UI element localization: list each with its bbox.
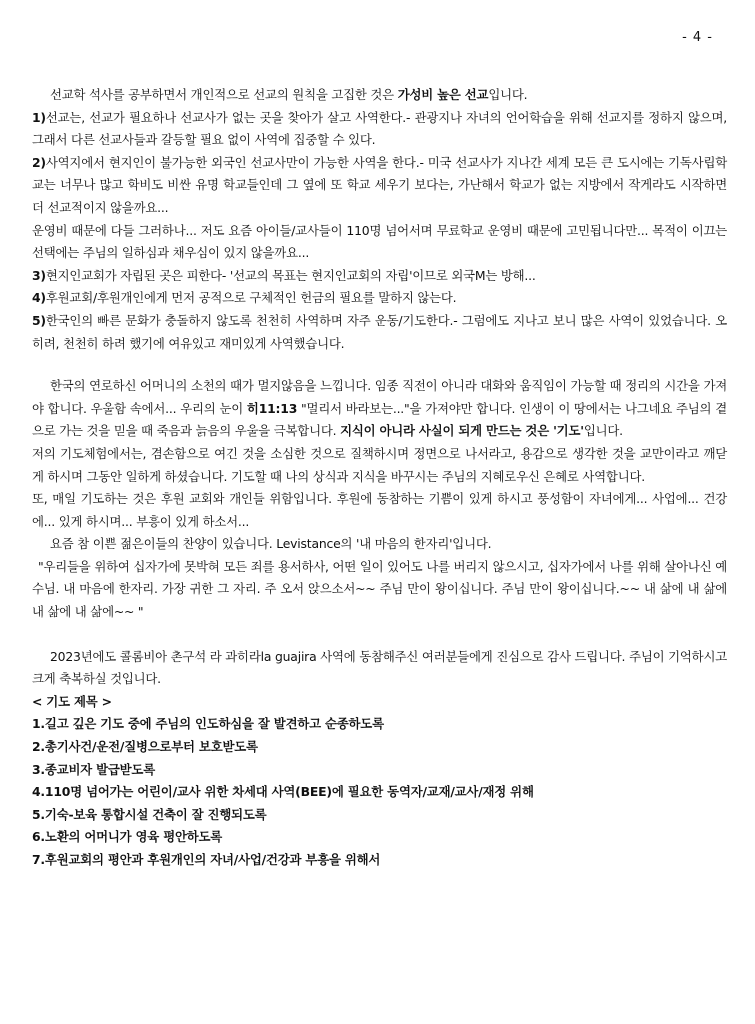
- prayer-item: 3.종교비자 발급받도록: [32, 761, 155, 777]
- bible-verse: 히11:13: [246, 400, 298, 416]
- prayer-item: 1.길고 깊은 기도 중에 주님의 인도하심을 잘 발견하고 순종하도록: [32, 716, 384, 732]
- principle-number: 4): [32, 290, 46, 306]
- letter-body: [32, 84, 727, 872]
- song-lyrics: "우리들을 위하여 십자가에 못박혀 모든 죄를 용서하사, 어떤 일이 있어도 나를 버리지 않으시고, 십자가에서 나를 위해 살아나신 예수님. 내 마음에 한자리. 가장 귀한 그 자리. 주 오서 앉으소서~~ 주님 만이 왕이십니다. 주님 만이 왕이십니다.~~ 내 삶에 내 삶에 내 삶에 내 삶에~~ ": [32, 558, 727, 620]
- principle-4: [32, 287, 727, 310]
- prayer-list: [32, 713, 727, 871]
- daily-prayer: 또, 매일 기도하는 것은 후원 교회와 개인들 위함입니다. 후원에 동참하는 기쁨이 있게 하시고 풍성함이 자녀에게... 사업에... 건강에... 있게 하시며... 부흥이 있게 하소서...: [32, 491, 727, 529]
- principle-text: 선교는, 선교가 필요하나 선교사가 없는 곳을 찾아가 살고 사역한다.- 관광지나 자녀의 언어학습을 위해 선교지를 정하지 않으며, 그래서 다른 선교사들과 갈등할 필요 없이 사역에 집중할 수 있다.: [32, 109, 727, 148]
- intro-paragraph: [32, 84, 727, 107]
- principle-number: 5): [32, 312, 46, 328]
- song-intro: 요즘 참 이쁜 젊은이들의 찬양이 있습니다. Levistance의 '내 마음의 한자리'입니다.: [50, 536, 492, 552]
- prayer-item: 2.총기사건/운전/질병으로부터 보호받도록: [32, 739, 258, 755]
- mother-text: 한국의 연로하신 어머니의 소천의 때가 멀지않음을 느낍니다. 임종 직전이 아니라 대화와 움직임이 가능할 때 정리의 시간을 가져야 합니다. 우울함 속에서... 우리의 눈이: [32, 378, 727, 416]
- principle-1: [32, 107, 727, 152]
- prayer-item: 6.노환의 어머니가 영육 평안하도록: [32, 829, 223, 845]
- thanks-paragraph: 2023년에도 콜롬비아 촌구석 라 과히라la guajira 사역에 동참해주신 여러분들에게 진심으로 감사 드립니다. 주님이 기억하시고 크게 축복하실 것입니다.: [32, 648, 727, 687]
- intro-text: 선교학 석사를 공부하면서 개인적으로 선교의 원칙을 고집한 것은: [50, 87, 398, 102]
- prayer-emphasis: 지식이 아니라 사실이 되게 만드는 것은 '기도': [340, 423, 584, 439]
- mother-text-end: 입니다.: [583, 423, 623, 439]
- principle-text: 사역지에서 현지인이 불가능한 외국인 선교사만이 가능한 사역을 한다.- 미국 선교사가 지나간 세계 모든 큰 도시에는 기독사립학교는 너무나 많고 학비도 비싼 유명 학교들인데 그 옆에 또 학교 세우기 보다는, 가난해서 학교가 없는 지방에서 작게라도 시작하면 더 선교적이지 않을까요...: [32, 154, 727, 215]
- intro-emphasis: 가성비 높은 선교: [397, 87, 489, 102]
- prayer-list-title: < 기도 제목 >: [32, 693, 112, 709]
- principle-5: [32, 310, 727, 355]
- principle-text: 후원교회/후원개인에게 먼저 공적으로 구체적인 헌금의 필요를 말하지 않는다.: [45, 290, 457, 306]
- prayer-item: 7.후원교회의 평안과 후원개인의 자녀/사업/건강과 부흥을 위해서: [32, 852, 381, 867]
- intro-end: 입니다.: [488, 87, 528, 102]
- principle-text: 한국인의 빠른 문화가 충돌하지 않도록 천천히 사역하며 자주 운동/기도한다.- 그럼에도 지나고 보니 많은 사역이 있었습니다. 오히려, 천천히 하려 했기에 여유있고 재미있게 사역했습니다.: [32, 312, 727, 351]
- prayer-item: 4.110명 넘어가는 어린이/교사 위한 차세대 사역(BEE)에 필요한 동역자/교재/교사/재정 위해: [32, 784, 534, 800]
- prayer-experience: 저의 기도체험에서는, 겸손함으로 여긴 것을 소심한 것으로 질책하시며 정면으로 나서라고, 용감으로 생각한 것을 교만이라고 깨닫게 하시며 그동안 일하게 하셨습니다. 기도할 때 나의 상식과 지식을 바꾸시는 주님의 지혜로우신 은혜로 사역합니다.: [32, 445, 727, 484]
- principle-number: 3): [32, 267, 46, 283]
- prayer-item: 5.기숙-보육 통합시설 건축이 잘 진행되도록: [32, 806, 267, 822]
- principle-3: [32, 265, 727, 288]
- principle-text: 현지인교회가 자립된 곳은 피한다- '선교의 목표는 현지인교회의 자립'이므로 외국M는 방해...: [45, 267, 536, 283]
- mother-paragraph: [32, 375, 727, 443]
- principle-2: [32, 152, 727, 220]
- principle-number: 2): [32, 154, 46, 170]
- spacer: [32, 624, 727, 646]
- spacer: [32, 355, 727, 375]
- page-number: - 4 -: [682, 30, 713, 45]
- principle-2-continued: 운영비 때문에 다들 그러하나... 저도 요즘 아이들/교사들이 110명 넘어서며 무료학교 운영비 때문에 고민됩니다만... 목적이 이끄는 선택에는 주님의 일하심과 채우심이 있지 않을까요...: [32, 222, 727, 261]
- principle-number: 1): [32, 109, 46, 125]
- mother-text-2: "멀리서 바라보는..."을 가져야만 합니다. 인생이 이 땅에서는 나그네요 주님의 곁으로 가는 것을 믿을 때 죽음과 늙음의 우울을 극복합니다.: [32, 400, 727, 439]
